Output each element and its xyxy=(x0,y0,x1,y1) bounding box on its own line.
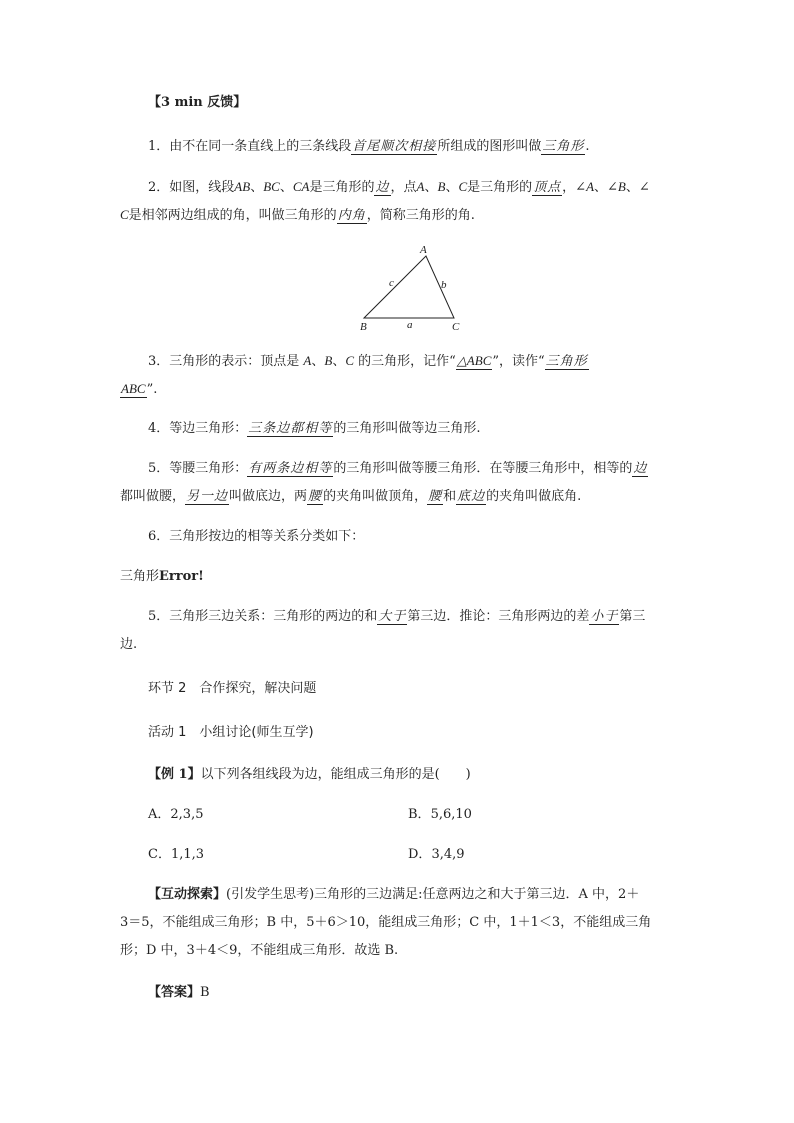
side-c-label: c xyxy=(389,277,394,289)
item-2: 2．如图，线段AB、BC、CA是三角形的边，点A、B、C是三角形的顶点，∠A、∠B、∠ xyxy=(148,179,650,195)
answer-blank: 边 xyxy=(633,461,648,476)
vertex-c-label: C xyxy=(452,321,460,333)
answer-blank: 三角形 xyxy=(542,139,585,154)
answer-blank: 腰 xyxy=(308,489,323,504)
item-2-line2: C是相邻两边组成的角，叫做三角形的内角，简称三角形的角. xyxy=(120,207,475,223)
item-7: 5．三角形三边关系：三角形的两边的和大于第三边．推论：三角形两边的差小于第三 xyxy=(148,609,646,624)
answer-blank: 三角形 xyxy=(545,354,588,369)
example-question: 【例 1】以下列各组线段为边，能组成三角形的是( ) xyxy=(148,767,471,782)
answer-blank: 顶点 xyxy=(533,180,562,195)
vertex-b-label: B xyxy=(360,321,367,333)
option-c: C．1,1,3 xyxy=(148,847,205,862)
answer-blank: 大于 xyxy=(378,609,407,624)
item-1: 1．由不在同一条直线上的三条线段首尾顺次相接所组成的图形叫做三角形. xyxy=(148,139,590,154)
answer-blank: 首尾顺次相接 xyxy=(352,139,437,154)
option-b: B．5,6,10 xyxy=(408,807,472,822)
side-b-label: b xyxy=(441,279,447,291)
item-5: 5．等腰三角形：有两条边相等的三角形叫做等腰三角形．在等腰三角形中，相等的边 xyxy=(148,461,648,476)
answer-blank: 边 xyxy=(375,180,390,195)
option-a: A．2,3,5 xyxy=(148,807,204,822)
explore-line2: 3＝5，不能组成三角形；B 中，5＋6＞10，能组成三角形；C 中，1＋1＜3，不能组成三角 xyxy=(120,915,652,930)
answer-blank: 另一边 xyxy=(186,489,229,504)
triangle-figure xyxy=(354,244,466,334)
explore-line1: 【互动探索】(引发学生思考)三角形的三边满足:任意两边之和大于第三边．A 中，2＋ xyxy=(148,887,640,902)
answer-blank: 小于 xyxy=(590,609,619,624)
explore-line3: 形；D 中，3＋4＜9，不能组成三角形．故选 B. xyxy=(120,943,399,958)
section-title: 环节 2 合作探究，解决问题 xyxy=(148,681,317,696)
answer-blank: 内角 xyxy=(337,208,366,223)
answer-blank: △ABC xyxy=(456,353,492,368)
error-text: Error! xyxy=(159,569,204,584)
side-a-label: a xyxy=(407,319,413,331)
item-3: 3．三角形的表示：顶点是 A、B、C 的三角形，记作“△ABC”，读作“三角形 xyxy=(148,353,588,369)
activity-title: 活动 1 小组讨论(师生互学) xyxy=(148,725,314,740)
answer-blank: ABC xyxy=(121,381,146,396)
classification-line: 三角形Error! xyxy=(120,569,204,584)
answer-blank: 有两条边相等 xyxy=(248,461,333,476)
vertex-a-label: A xyxy=(420,244,427,256)
item-6: 6．三角形按边的相等关系分类如下： xyxy=(148,529,365,544)
feedback-heading: 【3 min 反馈】 xyxy=(148,95,247,110)
item-3-line2: ABC”. xyxy=(121,381,158,397)
item-4: 4．等边三角形：三条边都相等的三角形叫做等边三角形. xyxy=(148,421,481,436)
answer-blank: 底边 xyxy=(457,489,486,504)
answer-blank: 三条边都相等 xyxy=(248,421,333,436)
answer-line: 【答案】B xyxy=(148,985,210,1000)
item-7-line2: 边. xyxy=(120,637,138,652)
answer-blank: 腰 xyxy=(428,489,443,504)
option-d: D．3,4,9 xyxy=(408,847,465,862)
item-5-line2: 都叫做腰，另一边叫做底边，两腰的夹角叫做顶角，腰和底边的夹角叫做底角. xyxy=(120,489,582,504)
